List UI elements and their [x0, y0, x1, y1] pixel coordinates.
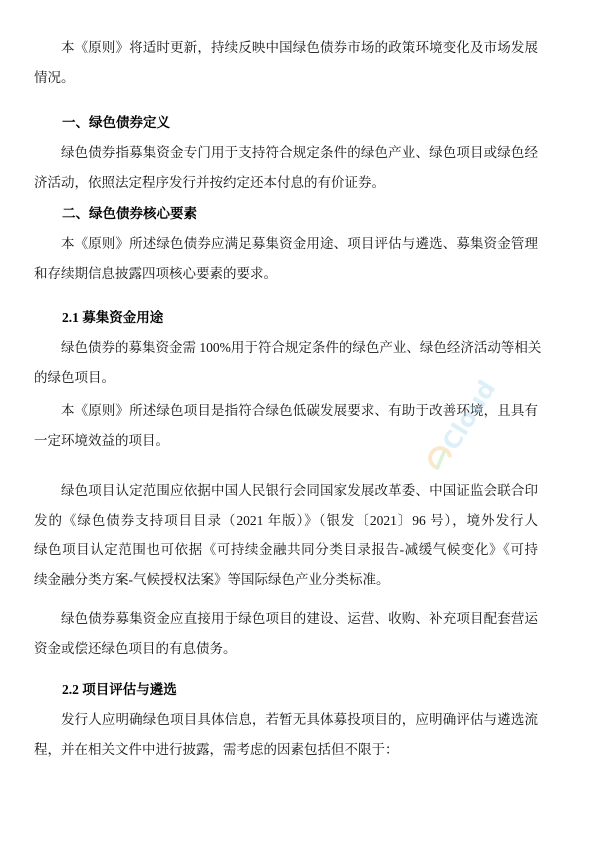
- paragraph: [34, 604, 538, 663]
- paragraph-line: 本《原则》将适时更新，持续反映中国绿色债券市场的政策环境变化及市场发展: [61, 40, 538, 56]
- paragraph-line: 绿色债券募集资金应直接用于绿色项目的建设、运营、收购、补充项目配套营运: [61, 611, 538, 627]
- paragraph-line: 程，并在相关文件中进行披露，需考虑的因素包括但不限于：: [34, 741, 399, 757]
- subsection-heading: 2.2 项目评估与遴选: [62, 682, 177, 698]
- paragraph: [34, 229, 538, 288]
- paragraph: [34, 333, 542, 392]
- subsection-heading: 2.1 募集资金用途: [62, 310, 164, 326]
- paragraph-line: 发行人应明确绿色项目具体信息，若暂无具体募投项目的，应明确评估与遴选流: [61, 712, 538, 728]
- watermark-text: Cloud: [436, 375, 502, 456]
- paragraph: [34, 476, 538, 594]
- paragraph: [34, 33, 538, 92]
- paragraph-line: 情况。: [34, 69, 75, 85]
- paragraph: [34, 396, 538, 455]
- paragraph-line: 续金融分类方案-气候授权法案》等国际绿色产业分类标准。: [34, 571, 390, 587]
- paragraph-line: 本《原则》所述绿色债券应满足募集资金用途、项目评估与遴选、募集资金管理: [61, 236, 538, 252]
- paragraph-line: 和存续期信息披露四项核心要素的要求。: [34, 265, 277, 281]
- paragraph-line: 济活动，依照法定程序发行并按约定还本付息的有价证券。: [34, 174, 385, 190]
- paragraph-line: 绿色项目认定范围应依据中国人民银行会同国家发展改革委、中国证监会联合印: [61, 483, 538, 499]
- paragraph: [34, 138, 538, 197]
- paragraph-line: 绿色债券指募集资金专门用于支持符合规定条件的绿色产业、绿色项目或绿色经: [61, 145, 538, 161]
- section-heading: 一、绿色债券定义: [62, 115, 170, 131]
- paragraph: [34, 705, 538, 764]
- paragraph-line: 绿色项目认定范围也可依据《可持续金融共同分类目录报告-减缓气候变化》《可持: [34, 542, 538, 558]
- section-heading: 二、绿色债券核心要素: [62, 206, 197, 222]
- paragraph-line: 发的《绿色债券支持项目目录（2021 年版）》（银发〔2021〕96 号），境外发行人: [34, 512, 538, 528]
- paragraph-line: 绿色债券的募集资金需 100%用于符合规定条件的绿色产业、绿色经济活动等相关: [61, 340, 542, 356]
- paragraph-line: 一定环境效益的项目。: [34, 432, 169, 448]
- paragraph-line: 的绿色项目。: [34, 369, 115, 385]
- paragraph-line: 本《原则》所述绿色项目是指符合绿色低碳发展要求、有助于改善环境，且具有: [61, 403, 538, 419]
- paragraph-line: 资金或偿还绿色项目的有息债务。: [34, 640, 237, 656]
